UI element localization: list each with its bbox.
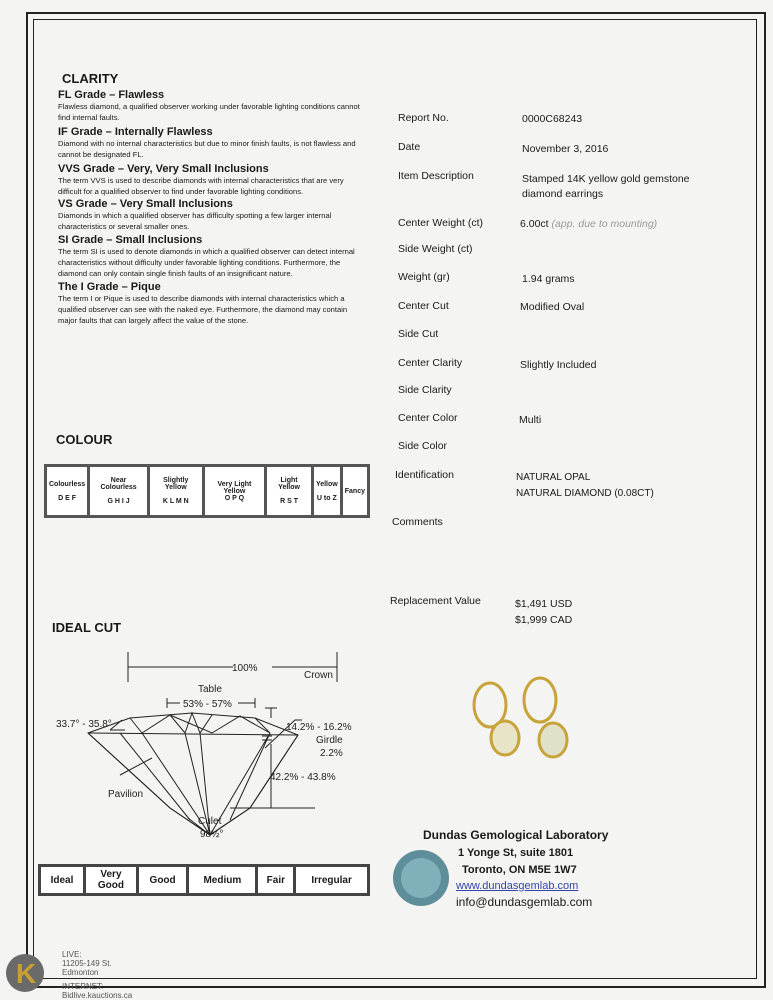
colour-cell: Yellow U to Z	[312, 466, 341, 517]
crown-label: Crown	[304, 670, 333, 681]
cut-cell: Very Good	[84, 866, 137, 895]
weight-label: Weight (gr)	[398, 271, 450, 283]
replacement-value-cad: $1,999 CAD	[515, 614, 573, 626]
grade-heading: SI Grade – Small Inclusions	[58, 234, 203, 246]
cut-cell: Good	[137, 866, 187, 895]
report-no-label: Report No.	[398, 112, 449, 124]
colour-cell: Very Light Yellow O P Q	[203, 466, 266, 517]
internet-site: Bidlive.kauctions.ca	[62, 991, 133, 1000]
cut-grade-table	[38, 864, 370, 896]
culet-angle-label: 98½°	[200, 829, 224, 840]
kastner-auctions-logo: K	[2, 950, 52, 998]
date-value: November 3, 2016	[522, 143, 609, 155]
center-weight-label: Center Weight (ct)	[398, 217, 483, 229]
grade-text: The term I or Pique is used to describe diamonds with internal characteristics which a qualified observer can see with the naked eye. Furthermore, the diamond may contain major faults that can largely affect the value of the stone.	[58, 294, 348, 325]
cut-cell: Ideal	[40, 866, 85, 895]
weight-value: 1.94 grams	[522, 273, 575, 285]
ideal-cut-title: IDEAL CUT	[52, 620, 122, 635]
pavilion-label: Pavilion	[108, 789, 144, 800]
replacement-value-label: Replacement Value	[390, 595, 481, 607]
replacement-value-usd: $1,491 USD	[515, 598, 573, 610]
live-city: Edmonton	[62, 968, 99, 977]
center-weight-note: (app. due to mounting)	[551, 218, 658, 230]
internet-label: INTERNET:	[62, 982, 104, 991]
center-weight-value: 6.00ct (app. due to mounting)	[520, 218, 658, 230]
diamond-diagram	[40, 640, 380, 845]
item-description-value: Stamped 14K yellow gold gemstone diamond earrings	[522, 173, 690, 200]
center-clarity-value: Slightly Included	[520, 359, 597, 371]
side-color-label: Side Color	[398, 440, 448, 452]
identification-value-2: NATURAL DIAMOND (0.08CT)	[516, 488, 654, 499]
grade-text: Diamond with no internal characteristics but due to minor finish faults, is not flawless and cannot be designated FL.	[58, 139, 356, 159]
identification-value-1: NATURAL OPAL	[516, 472, 591, 483]
lab-email: info@dundasgemlab.com	[456, 895, 593, 909]
lab-address-1: 1 Yonge St, suite 1801	[458, 847, 574, 859]
lab-website-link[interactable]: www.dundasgemlab.com	[456, 880, 579, 892]
date-label: Date	[398, 141, 421, 153]
crown-angle-label: 33.7° - 35.8°	[56, 719, 112, 730]
auction-stamp-text	[62, 950, 132, 1000]
center-color-value: Multi	[519, 414, 542, 426]
grade-heading: VS Grade – Very Small Inclusions	[58, 198, 233, 210]
colour-title: COLOUR	[56, 432, 113, 447]
culet-label: Culet	[198, 816, 222, 827]
cut-cell: Irregular	[295, 866, 369, 895]
lab-name: Dundas Gemological Laboratory	[423, 828, 609, 842]
hologram-seal	[385, 840, 455, 915]
center-clarity-label: Center Clarity	[398, 357, 463, 369]
cut-cell: Medium	[188, 866, 257, 895]
girdle-value-label: 2.2%	[320, 748, 343, 759]
side-cut-label: Side Cut	[398, 328, 439, 340]
report-no-value: 0000C68243	[522, 113, 583, 125]
grade-heading: FL Grade – Flawless	[58, 89, 165, 101]
live-label: LIVE:	[62, 950, 82, 959]
colour-cell: Light Yellow R S T	[266, 466, 313, 517]
width-label: 100%	[232, 663, 258, 674]
grade-text: The term SI is used to denote diamonds in which a qualified observer can detect internal characteristics without difficulty under favorable lighting conditions. Furthermore, the diamond can only contain single finish faults of an insignificant nature.	[58, 247, 355, 278]
colour-cell: Slightly Yellow K L M N	[148, 466, 203, 517]
table-range-label: 53% - 57%	[183, 699, 232, 710]
colour-table	[44, 464, 370, 518]
grade-text: Flawless diamond, a qualified observer working under favorable lighting conditions cannot find internal faults.	[58, 102, 360, 122]
girdle-label: Girdle	[316, 735, 343, 746]
side-clarity-label: Side Clarity	[398, 384, 452, 396]
item-description-label: Item Description	[398, 170, 474, 182]
lab-address-2: Toronto, ON M5E 1W7	[462, 864, 577, 876]
center-color-label: Center Color	[398, 412, 458, 424]
grade-heading: IF Grade – Internally Flawless	[58, 126, 213, 138]
clarity-title: CLARITY	[62, 71, 119, 86]
cut-cell: Fair	[257, 866, 295, 895]
live-address: 11205-149 St.	[62, 959, 112, 968]
grade-heading: The I Grade – Pique	[58, 281, 161, 293]
crown-height-label: 14.2% - 16.2%	[286, 722, 352, 733]
grade-heading: VVS Grade – Very, Very Small Inclusions	[58, 163, 269, 175]
colour-cell: Near Colourless G H I J	[89, 466, 149, 517]
identification-label: Identification	[395, 469, 454, 481]
grade-text: Diamonds in which a qualified observer has difficulty spotting a few larger internal characteristics or several smaller ones.	[58, 211, 332, 231]
center-cut-value: Modified Oval	[520, 301, 585, 313]
side-weight-label: Side Weight (ct)	[398, 243, 473, 255]
grade-text: The term VVS is used to describe diamonds with internal characteristics that are very difficult for a qualified observer to find under favorable lighting conditions.	[58, 176, 344, 196]
colour-cell: Colourless D E F	[46, 466, 89, 517]
clarity-section	[58, 89, 368, 326]
table-label: Table	[198, 684, 222, 695]
pavilion-depth-label: 42.2% - 43.8%	[270, 772, 336, 783]
earrings-photo	[455, 670, 605, 770]
comments-label: Comments	[392, 516, 443, 528]
center-cut-label: Center Cut	[398, 300, 449, 312]
colour-cell: Fancy	[341, 466, 368, 517]
